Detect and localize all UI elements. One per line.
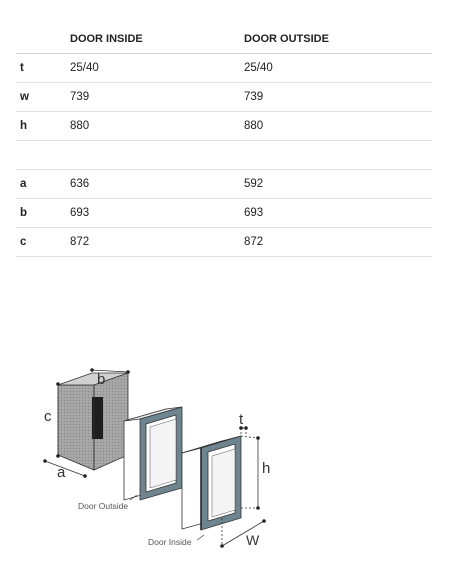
- door-outside-value: 693: [244, 199, 432, 228]
- row-key: w: [16, 83, 70, 112]
- door-inside-value: 25/40: [70, 54, 244, 83]
- row-key: [16, 141, 70, 170]
- header-door-inside: DOOR INSIDE: [70, 24, 244, 54]
- dimension-diagram: [0, 340, 452, 584]
- table-row: [16, 83, 432, 112]
- table-row: [16, 228, 432, 257]
- label-h: h: [262, 460, 271, 477]
- label-w: W: [246, 532, 260, 548]
- door-outside-value: [244, 141, 432, 170]
- caption-door-inside: Door Inside: [148, 537, 192, 547]
- row-key: a: [16, 170, 70, 199]
- dimensions-table: [16, 24, 432, 257]
- cutout-illustration: [58, 373, 128, 470]
- door-outside-value: 739: [244, 83, 432, 112]
- table-row: [16, 54, 432, 83]
- label-t: t: [239, 411, 244, 428]
- label-a: a: [57, 464, 66, 481]
- door-inside-value: 739: [70, 83, 244, 112]
- door-inside-value: 880: [70, 112, 244, 141]
- door-inside-illustration: [182, 436, 241, 530]
- door-outside-value: 872: [244, 228, 432, 257]
- door-outside-value: 592: [244, 170, 432, 199]
- row-key: c: [16, 228, 70, 257]
- table-header-row: [16, 24, 432, 54]
- door-outside-value: 880: [244, 112, 432, 141]
- table-row: [16, 112, 432, 141]
- table-row-spacer: [16, 141, 432, 170]
- table-row: [16, 199, 432, 228]
- door-outside-value: 25/40: [244, 54, 432, 83]
- door-outside-illustration: [124, 407, 182, 500]
- door-inside-value: 636: [70, 170, 244, 199]
- caption-door-outside: Door Outside: [78, 501, 129, 511]
- row-key: t: [16, 54, 70, 83]
- row-key: b: [16, 199, 70, 228]
- label-b: b: [97, 371, 106, 388]
- door-inside-value: 872: [70, 228, 244, 257]
- header-door-outside: DOOR OUTSIDE: [244, 24, 432, 54]
- table-row: [16, 170, 432, 199]
- door-inside-value: [70, 141, 244, 170]
- row-key: h: [16, 112, 70, 141]
- header-key: [16, 24, 70, 54]
- door-inside-value: 693: [70, 199, 244, 228]
- label-c: c: [44, 408, 52, 425]
